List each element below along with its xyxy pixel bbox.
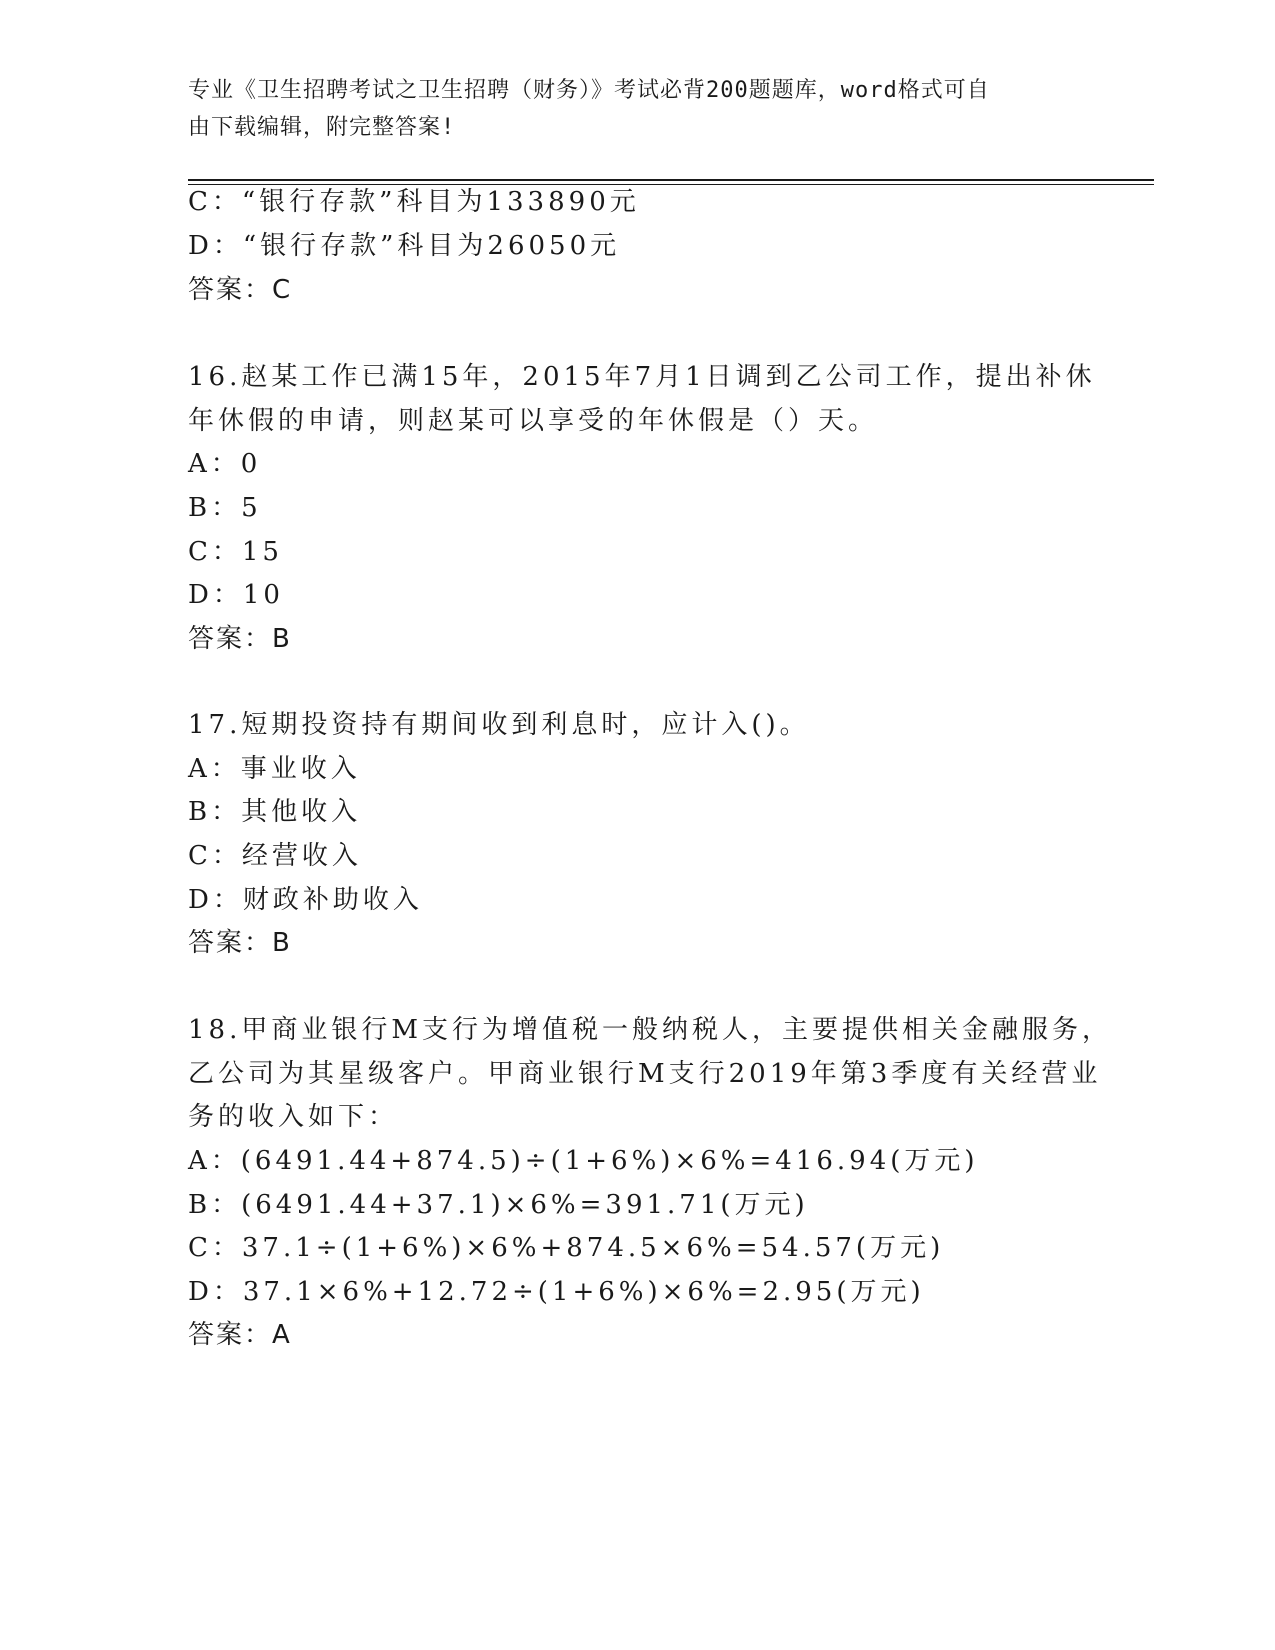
q16-answer: 答案：B [188,624,292,654]
q16-option-c: C：15 [188,537,283,567]
q16-stem-line-1: 16.赵某工作已满15年，2015年7月1日调到乙公司工作，提出补休 [188,362,1096,392]
prev-option-c: C：“银行存款”科目为133890元 [188,187,640,217]
q18-option-a: A：(6491.44+874.5)÷(1+6%)×6%=416.94(万元) [188,1146,979,1176]
header-line-2: 由下载编辑，附完整答案! [188,115,456,140]
q18-option-b: B：(6491.44+37.1)×6%=391.71(万元) [188,1190,809,1220]
q18-stem-line-2: 乙公司为其星级客户。甲商业银行M支行2019年第3季度有关经营业 [188,1059,1102,1089]
q17-option-d: D：财政补助收入 [188,885,423,915]
q17-option-b: B：其他收入 [188,797,362,827]
prev-option-d: D：“银行存款”科目为26050元 [188,231,621,261]
q17-option-c: C：经营收入 [188,841,362,871]
prev-answer: 答案：C [188,275,293,305]
header-line-1: 专业《卫生招聘考试之卫生招聘（财务）》考试必背200题题库，word格式可自 [188,78,990,103]
q16-option-d: D：10 [188,580,284,610]
q18-option-c: C：37.1÷(1+6%)×6%+874.5×6%=54.57(万元) [188,1233,945,1263]
q17-option-a: A：事业收入 [188,754,361,784]
header-divider [188,179,1154,181]
q16-option-a: A：0 [188,449,262,479]
q16-stem-line-2: 年休假的申请，则赵某可以享受的年休假是（）天。 [188,406,879,436]
q18-stem-line-1: 18.甲商业银行M支行为增值税一般纳税人，主要提供相关金融服务， [188,1015,1112,1045]
document-header [188,72,1068,146]
q16-option-b: B：5 [188,493,262,523]
q18-stem-line-3: 务的收入如下： [188,1102,399,1132]
q17-answer: 答案：B [188,928,292,958]
q18-answer: 答案：A [188,1320,292,1350]
header-divider-thin [188,184,1154,185]
q18-option-d: D：37.1×6%+12.72÷(1+6%)×6%=2.95(万元) [188,1277,925,1307]
q17-stem-line-1: 17.短期投资持有期间收到利息时，应计入()。 [188,710,810,740]
